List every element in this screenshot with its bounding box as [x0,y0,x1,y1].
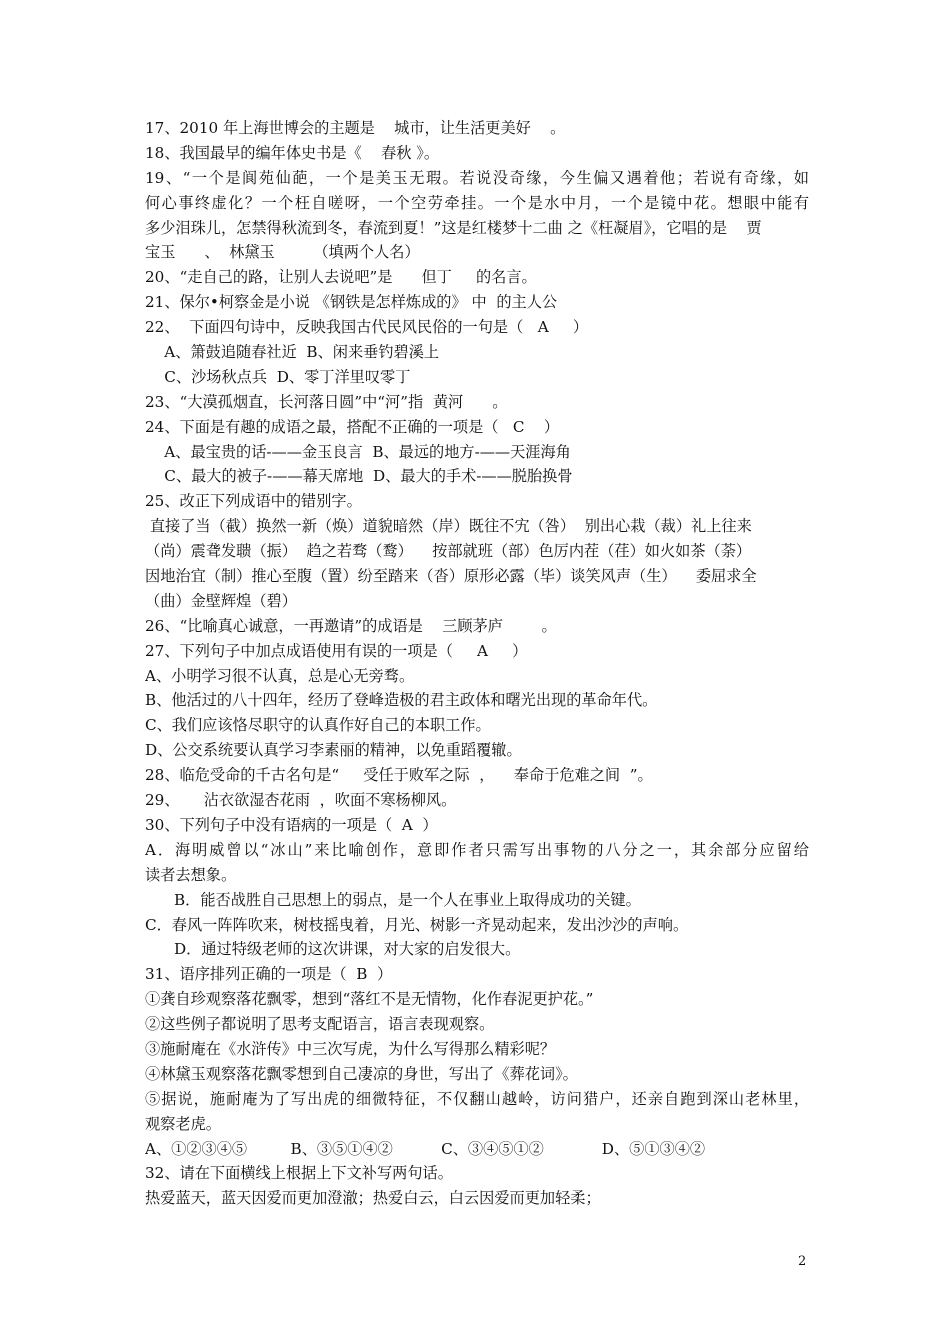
text-line: 热爱蓝天，蓝天因爱而更加澄澈；热爱白云，白云因爱而更加轻柔； [145,1189,601,1208]
text-line: C、我们应该恪尽职守的认真作好自己的本职工作。 [145,716,491,735]
text-line: 18、我国最早的编年体史书是《 春秋 》。 [145,143,440,162]
text-line: A、最宝贵的话-——金玉良言 B、最远的地方-——天涯海角 [145,442,571,461]
text-line: 21、保尔•柯察金是小说 《钢铁是怎样炼成的》 中 的主人公 [145,293,558,312]
text-line: 24、下面是有趣的成语之最，搭配不正确的一项是（ C ） [145,417,560,436]
text-line: A．海明威曾以“冰山”来比喻创作，意即作者只需写出事物的八分之一，其余部分应留给 [145,840,809,859]
text-line: 28、临危受命的千古名句是“ 受任于败军之际 ， 奉命于危难之间 ”。 [145,766,653,785]
text-line: B．能否战胜自己思想上的弱点，是一个人在事业上取得成功的关键。 [145,890,641,909]
text-line: 多少泪珠儿，怎禁得秋流到冬，春流到夏！”这是红楼梦十二曲 之《枉凝眉》，它唱的是 贾 [145,218,762,237]
text-line: 25、改正下列成语中的错别字。 [145,492,362,511]
text-line: 29、 沾衣欲湿杏花雨 ，吹面不寒杨柳风。 [145,791,457,810]
text-line: （尚）震聋发聩（振） 趋之若骛（鹜） 按部就班（部）色厉内茬（荏）如火如茶（荼） [145,542,752,561]
text-line: A、①②③④⑤ B、③⑤①④② C、③④⑤①② D、⑤①③④② [145,1139,706,1158]
text-line: C、最大的被子-——幕天席地 D、最大的手术-——脱胎换骨 [145,467,573,486]
text-line: ⑤据说，施耐庵为了写出虎的细微特征，不仅翻山越岭，访问猎户，还亲自跑到深山老林里， [145,1089,809,1108]
text-line: 直接了当（截）换然一新（焕）道貌暗然（岸）既往不宄（咎） 别出心栽（裁）礼上往来 [145,517,752,536]
text-line: 23、“大漠孤烟直，长河落日圆”中“河”指 黄河 。 [145,392,508,411]
text-line: 22、 下面四句诗中，反映我国古代民风民俗的一句是（ A ） [145,318,589,337]
text-line: （曲）金壁辉煌（碧） [145,591,297,610]
text-line: 27、下列句子中加点成语使用有误的一项是（ A ） [145,641,528,660]
text-line: ③施耐庵在《水浒传》中三次写虎，为什么写得那么精彩呢？ [145,1039,556,1058]
page-number: 2 [798,1254,807,1269]
text-line: 20、“走自己的路，让别人去说吧”是 但丁 的名言。 [145,268,537,287]
text-line: 17、2010 年上海世博会的主题是 城市，让生活更美好 。 [145,119,566,137]
document-body [145,116,809,1211]
text-line: 观察老虎。 [145,1114,221,1133]
text-line: 26、“比喻真心诚意，一再邀请”的成语是 三顾茅庐 。 [145,616,557,635]
text-line: C、沙场秋点兵 D、零丁洋里叹零丁 [145,367,411,386]
text-line: ②这些例子都说明了思考支配语言，语言表现观察。 [145,1015,495,1034]
text-line: A、箫鼓追随春社近 B、闲来垂钓碧溪上 [145,343,440,362]
text-line: C．春风一阵阵吹来，树枝摇曳着，月光、树影一齐晃动起来，发出沙沙的声响。 [145,915,689,934]
text-line: 31、语序排列正确的一项是（ B ） [145,965,393,984]
text-line: ①龚自珍观察落花飘零，想到“落红不是无情物，化作春泥更护花。” [145,990,594,1009]
text-line: 30、下列句子中没有语病的一项是（ A ） [145,815,438,834]
text-line: D．通过特级老师的这次讲课，对大家的启发很大。 [145,940,521,959]
text-line: D、公交系统要认真学习李素丽的精神，以免重蹈覆辙。 [145,741,522,760]
text-line: B、他活过的八十四年，经历了登峰造极的君主政体和曙光出现的革命年代。 [145,691,658,710]
text-line: 32、请在下面横线上根据上下文补写两句话。 [145,1164,453,1183]
text-line: A、小明学习很不认真，总是心无旁骛。 [145,666,415,685]
text-line: ④林黛玉观察落花飘零想到自己凄凉的身世，写出了《葬花词》。 [145,1064,578,1083]
text-line: 19、“一个是阆苑仙葩，一个是美玉无瑕。若说没奇缘，今生偏又遇着他；若说有奇缘，如 [145,168,809,187]
text-line: 何心事终虚化？一个枉自嗟呀，一个空劳牵挂。一个是水中月，一个是镜中花。想眼中能有 [145,193,809,212]
text-line: 因地治宜（制）推心至腹（置）纷至踏来（沓）原形必露（毕）谈笑风声（生） 委屈求全 [145,567,757,586]
text-line: 读者去想象。 [145,865,237,884]
text-line: 宝玉 、 林黛玉 （填两个人名） [145,243,420,262]
